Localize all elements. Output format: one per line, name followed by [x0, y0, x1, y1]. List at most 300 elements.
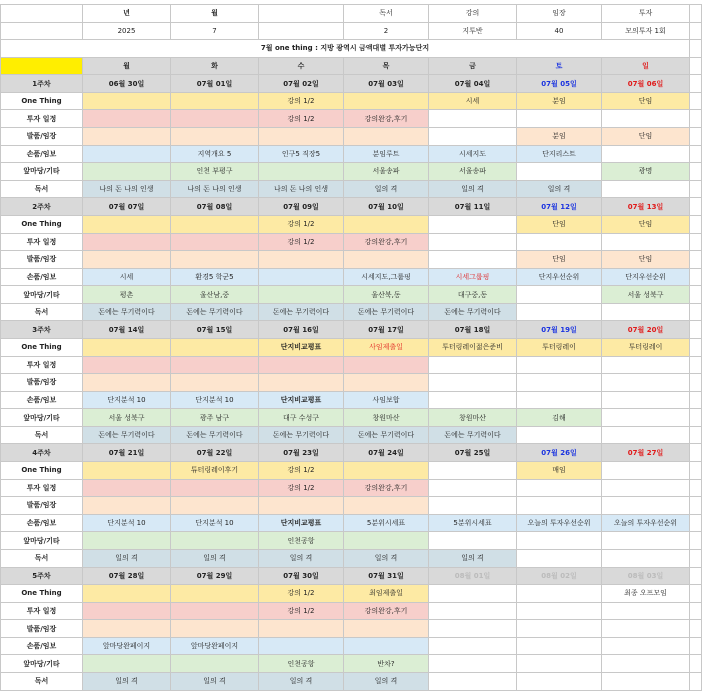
plan-cell[interactable]: 5분위시세표	[344, 514, 429, 532]
plan-cell[interactable]	[517, 602, 602, 620]
plan-cell[interactable]: 일의 격	[344, 549, 429, 567]
plan-cell[interactable]	[602, 233, 690, 251]
row-label[interactable]: 앞마당/기타	[1, 409, 83, 427]
date-cell[interactable]: 07월 17일	[344, 321, 429, 339]
plan-cell[interactable]	[259, 163, 344, 181]
plan-cell[interactable]	[344, 356, 429, 374]
plan-cell[interactable]: 단지분석 10	[83, 514, 171, 532]
plan-cell[interactable]	[259, 497, 344, 515]
plan-cell[interactable]	[517, 374, 602, 392]
blank-cell[interactable]	[690, 637, 702, 655]
blank-cell[interactable]	[690, 215, 702, 233]
blank-cell[interactable]	[690, 585, 702, 603]
plan-cell[interactable]: 인구5 직장5	[259, 145, 344, 163]
week-label[interactable]: 2주차	[1, 198, 83, 216]
blank-cell[interactable]	[690, 479, 702, 497]
date-cell[interactable]: 07월 21일	[83, 444, 171, 462]
plan-cell[interactable]: 강의완강,후기	[344, 479, 429, 497]
plan-cell[interactable]: 돈에는 무기력이다	[83, 303, 171, 321]
blank-cell[interactable]	[690, 426, 702, 444]
date-cell[interactable]: 07월 10일	[344, 198, 429, 216]
plan-cell[interactable]: 강의 1/2	[259, 585, 344, 603]
plan-cell[interactable]	[83, 145, 171, 163]
plan-cell[interactable]: 강의완강,후기	[344, 602, 429, 620]
plan-cell[interactable]	[429, 110, 517, 128]
row-label[interactable]: One Thing	[1, 215, 83, 233]
plan-cell[interactable]	[171, 585, 259, 603]
plan-cell[interactable]	[259, 374, 344, 392]
year-value[interactable]: 2025	[83, 22, 171, 40]
plan-cell[interactable]	[83, 110, 171, 128]
plan-cell[interactable]	[429, 672, 517, 690]
row-label[interactable]: 투자 일정	[1, 110, 83, 128]
plan-cell[interactable]	[602, 180, 690, 198]
blank-cell[interactable]	[690, 444, 702, 462]
plan-cell[interactable]: 돈에는 무기력이다	[171, 303, 259, 321]
plan-cell[interactable]: 일의 격	[344, 672, 429, 690]
row-label[interactable]: 발품/임장	[1, 620, 83, 638]
plan-cell[interactable]: 인천공항	[259, 532, 344, 550]
plan-cell[interactable]	[171, 128, 259, 146]
row-label[interactable]: 손품/임보	[1, 514, 83, 532]
row-label[interactable]: 투자 일정	[1, 356, 83, 374]
plan-cell[interactable]	[602, 479, 690, 497]
plan-cell[interactable]: 강의 1/2	[259, 233, 344, 251]
weekday-wed[interactable]: 수	[259, 57, 344, 75]
row-label[interactable]: 앞마당/기타	[1, 286, 83, 304]
plan-cell[interactable]: 단지비교평표	[259, 338, 344, 356]
plan-cell[interactable]: 단임	[517, 215, 602, 233]
plan-cell[interactable]: 5분위시세표	[429, 514, 517, 532]
date-cell[interactable]: 07월 30일	[259, 567, 344, 585]
plan-cell[interactable]: 돈에는 무기력이다	[259, 426, 344, 444]
plan-cell[interactable]: 최종 오프모임	[602, 585, 690, 603]
blank-cell[interactable]	[690, 198, 702, 216]
plan-cell[interactable]	[602, 409, 690, 427]
plan-cell[interactable]	[602, 145, 690, 163]
plan-cell[interactable]	[259, 620, 344, 638]
plan-cell[interactable]: 분임	[517, 92, 602, 110]
plan-cell[interactable]	[171, 620, 259, 638]
lecture-value[interactable]: 지투반	[429, 22, 517, 40]
plan-cell[interactable]	[429, 585, 517, 603]
plan-cell[interactable]	[602, 374, 690, 392]
plan-cell[interactable]	[602, 532, 690, 550]
plan-cell[interactable]: 튜터링레이후기	[171, 462, 259, 480]
plan-cell[interactable]: 단지우선순위	[602, 268, 690, 286]
plan-cell[interactable]	[517, 585, 602, 603]
plan-cell[interactable]	[83, 585, 171, 603]
plan-cell[interactable]	[344, 620, 429, 638]
plan-cell[interactable]	[602, 426, 690, 444]
plan-cell[interactable]: 투터링레이	[517, 338, 602, 356]
plan-cell[interactable]: 돈에는 무기력이다	[171, 426, 259, 444]
row-label[interactable]: 손품/임보	[1, 391, 83, 409]
plan-cell[interactable]: 최임제출일	[344, 585, 429, 603]
row-label[interactable]: 앞마당/기타	[1, 655, 83, 673]
plan-cell[interactable]: 창원마산	[344, 409, 429, 427]
row-label[interactable]: 손품/임보	[1, 145, 83, 163]
blank-cell[interactable]	[690, 321, 702, 339]
plan-cell[interactable]: 단지비교평표	[259, 391, 344, 409]
blank-cell[interactable]	[690, 251, 702, 269]
plan-cell[interactable]: 분임	[517, 128, 602, 146]
plan-cell[interactable]	[83, 92, 171, 110]
plan-cell[interactable]	[429, 620, 517, 638]
plan-cell[interactable]: 단임	[602, 128, 690, 146]
plan-cell[interactable]: 광주 남구	[171, 409, 259, 427]
plan-cell[interactable]: 강의완강,후기	[344, 233, 429, 251]
plan-cell[interactable]	[429, 251, 517, 269]
plan-cell[interactable]: 돈에는 무기력이다	[429, 426, 517, 444]
blank-cell[interactable]	[690, 514, 702, 532]
plan-cell[interactable]: 돈에는 무기력이다	[259, 303, 344, 321]
plan-cell[interactable]: 단임	[602, 251, 690, 269]
plan-cell[interactable]	[171, 92, 259, 110]
plan-cell[interactable]	[259, 268, 344, 286]
date-cell[interactable]: 07월 15일	[171, 321, 259, 339]
date-cell[interactable]: 07월 23일	[259, 444, 344, 462]
row-label[interactable]: 투자 일정	[1, 233, 83, 251]
plan-cell[interactable]	[344, 374, 429, 392]
row-label[interactable]: 발품/임장	[1, 497, 83, 515]
plan-cell[interactable]	[171, 356, 259, 374]
plan-cell[interactable]	[429, 497, 517, 515]
weekday-mon[interactable]: 월	[83, 57, 171, 75]
row-label[interactable]: 독서	[1, 426, 83, 444]
invest-label[interactable]: 투자	[602, 5, 690, 23]
plan-cell[interactable]	[259, 251, 344, 269]
date-cell[interactable]: 07월 25일	[429, 444, 517, 462]
invest-value[interactable]: 모의투자 1회	[602, 22, 690, 40]
plan-cell[interactable]	[344, 128, 429, 146]
date-cell[interactable]: 07월 19일	[517, 321, 602, 339]
date-cell[interactable]: 07월 02일	[259, 75, 344, 93]
month-value[interactable]: 7	[171, 22, 259, 40]
weekday-thu[interactable]: 목	[344, 57, 429, 75]
plan-cell[interactable]	[344, 215, 429, 233]
blank-cell[interactable]	[690, 286, 702, 304]
plan-cell[interactable]	[83, 128, 171, 146]
plan-cell[interactable]	[429, 479, 517, 497]
plan-cell[interactable]	[517, 356, 602, 374]
plan-cell[interactable]	[517, 110, 602, 128]
plan-cell[interactable]	[83, 163, 171, 181]
weekday-corner[interactable]	[1, 57, 83, 75]
plan-cell[interactable]: 단지리스트	[517, 145, 602, 163]
date-cell[interactable]: 07월 20일	[602, 321, 690, 339]
plan-cell[interactable]	[259, 286, 344, 304]
week-label[interactable]: 4주차	[1, 444, 83, 462]
plan-cell[interactable]: 돈에는 무기력이다	[429, 303, 517, 321]
plan-cell[interactable]: 인천 부평구	[171, 163, 259, 181]
plan-cell[interactable]: 김해	[517, 409, 602, 427]
date-cell[interactable]: 08월 02일	[517, 567, 602, 585]
plan-cell[interactable]: 서울송파	[429, 163, 517, 181]
date-cell[interactable]: 08월 03일	[602, 567, 690, 585]
plan-cell[interactable]	[83, 532, 171, 550]
date-cell[interactable]: 07월 09일	[259, 198, 344, 216]
plan-cell[interactable]: 일의 격	[259, 549, 344, 567]
plan-cell[interactable]	[259, 128, 344, 146]
plan-cell[interactable]: 강의 1/2	[259, 602, 344, 620]
row-label[interactable]: One Thing	[1, 585, 83, 603]
blank-cell[interactable]	[690, 180, 702, 198]
week-label[interactable]: 3주차	[1, 321, 83, 339]
blank-cell[interactable]	[690, 303, 702, 321]
plan-cell[interactable]	[429, 128, 517, 146]
plan-cell[interactable]	[429, 462, 517, 480]
weekday-sun[interactable]: 일	[602, 57, 690, 75]
row-label[interactable]: 발품/임장	[1, 251, 83, 269]
row-label[interactable]: 독서	[1, 180, 83, 198]
plan-cell[interactable]	[171, 602, 259, 620]
plan-cell[interactable]: 단임	[602, 215, 690, 233]
plan-cell[interactable]	[344, 497, 429, 515]
blank-cell[interactable]	[690, 356, 702, 374]
plan-cell[interactable]	[83, 479, 171, 497]
plan-cell[interactable]	[171, 233, 259, 251]
plan-cell[interactable]	[83, 356, 171, 374]
plan-cell[interactable]	[517, 497, 602, 515]
weekday-sat[interactable]: 토	[517, 57, 602, 75]
plan-cell[interactable]	[171, 338, 259, 356]
plan-cell[interactable]	[602, 672, 690, 690]
plan-cell[interactable]: 일의 격	[83, 549, 171, 567]
plan-cell[interactable]: 창원마산	[429, 409, 517, 427]
plan-cell[interactable]: 사임보합	[344, 391, 429, 409]
date-cell[interactable]: 07월 07일	[83, 198, 171, 216]
plan-cell[interactable]: 광명	[602, 163, 690, 181]
date-cell[interactable]: 07월 03일	[344, 75, 429, 93]
row-label[interactable]: 독서	[1, 672, 83, 690]
plan-cell[interactable]: 서울 성북구	[602, 286, 690, 304]
plan-cell[interactable]: 돈에는 무기력이다	[344, 426, 429, 444]
row-label[interactable]: 독서	[1, 303, 83, 321]
plan-cell[interactable]: 나의 돈 나의 인생	[83, 180, 171, 198]
plan-cell[interactable]: 오늘의 투자우선순위	[517, 514, 602, 532]
blank-cell[interactable]	[690, 409, 702, 427]
plan-cell[interactable]	[83, 374, 171, 392]
plan-cell[interactable]	[344, 532, 429, 550]
date-cell[interactable]: 07월 08일	[171, 198, 259, 216]
date-cell[interactable]: 07월 13일	[602, 198, 690, 216]
weekday-tue[interactable]: 화	[171, 57, 259, 75]
plan-cell[interactable]: 나의 돈 나의 인생	[259, 180, 344, 198]
sheet-title[interactable]: 7월 one thing : 지방 광역시 금액대별 투자가능단지	[1, 40, 690, 58]
week-label[interactable]: 5주차	[1, 567, 83, 585]
year-label[interactable]: 년	[83, 5, 171, 23]
plan-cell[interactable]	[517, 549, 602, 567]
plan-cell[interactable]: 일의 격	[171, 672, 259, 690]
plan-cell[interactable]: 일의 격	[171, 549, 259, 567]
blank-cell[interactable]	[690, 268, 702, 286]
plan-cell[interactable]: 앞마당완페이지	[171, 637, 259, 655]
plan-cell[interactable]: 돈에는 무기력이다	[344, 303, 429, 321]
date-cell[interactable]: 07월 22일	[171, 444, 259, 462]
plan-cell[interactable]	[602, 391, 690, 409]
date-cell[interactable]: 07월 11일	[429, 198, 517, 216]
date-cell[interactable]: 07월 06일	[602, 75, 690, 93]
date-cell[interactable]: 07월 26일	[517, 444, 602, 462]
plan-cell[interactable]	[429, 356, 517, 374]
plan-cell[interactable]	[517, 532, 602, 550]
row-label[interactable]: 손품/임보	[1, 637, 83, 655]
blank-cell[interactable]	[690, 672, 702, 690]
plan-cell[interactable]: 시세	[429, 92, 517, 110]
date-cell[interactable]: 07월 12일	[517, 198, 602, 216]
plan-cell[interactable]: 인천공항	[259, 655, 344, 673]
row-label[interactable]: 발품/임장	[1, 374, 83, 392]
plan-cell[interactable]: 지역개요 5	[171, 145, 259, 163]
plan-cell[interactable]: 단지비교평표	[259, 514, 344, 532]
blank-cell[interactable]	[690, 462, 702, 480]
plan-cell[interactable]: 대구 수성구	[259, 409, 344, 427]
plan-cell[interactable]	[517, 620, 602, 638]
date-cell[interactable]: 06월 30일	[83, 75, 171, 93]
plan-cell[interactable]	[517, 163, 602, 181]
plan-cell[interactable]	[429, 391, 517, 409]
row-label[interactable]: 투자 일정	[1, 602, 83, 620]
date-cell[interactable]: 07월 24일	[344, 444, 429, 462]
plan-cell[interactable]	[517, 391, 602, 409]
blank-cell[interactable]	[690, 567, 702, 585]
plan-cell[interactable]: 시세그룹핑	[429, 268, 517, 286]
plan-cell[interactable]	[429, 637, 517, 655]
plan-cell[interactable]	[602, 637, 690, 655]
blank-cell[interactable]	[690, 145, 702, 163]
plan-cell[interactable]	[171, 532, 259, 550]
plan-cell[interactable]	[517, 426, 602, 444]
plan-cell[interactable]	[171, 374, 259, 392]
plan-cell[interactable]: 단지분석 10	[83, 391, 171, 409]
plan-cell[interactable]	[171, 497, 259, 515]
reading-label[interactable]: 독서	[344, 5, 429, 23]
plan-cell[interactable]	[344, 251, 429, 269]
date-cell[interactable]: 07월 28일	[83, 567, 171, 585]
row-label[interactable]: 독서	[1, 549, 83, 567]
plan-cell[interactable]	[517, 637, 602, 655]
plan-cell[interactable]: 환경5 학군5	[171, 268, 259, 286]
date-cell[interactable]: 08월 01일	[429, 567, 517, 585]
plan-cell[interactable]	[602, 549, 690, 567]
plan-cell[interactable]	[83, 215, 171, 233]
plan-cell[interactable]: 평촌	[83, 286, 171, 304]
plan-cell[interactable]	[602, 462, 690, 480]
plan-cell[interactable]: 시세지도	[429, 145, 517, 163]
plan-cell[interactable]	[171, 110, 259, 128]
plan-cell[interactable]: 투터링레이젊은준비	[429, 338, 517, 356]
visit-label[interactable]: 임장	[517, 5, 602, 23]
plan-cell[interactable]	[83, 251, 171, 269]
plan-cell[interactable]	[83, 602, 171, 620]
row-label[interactable]: 앞마당/기타	[1, 532, 83, 550]
date-cell[interactable]: 07월 05일	[517, 75, 602, 93]
date-cell[interactable]: 07월 01일	[171, 75, 259, 93]
plan-cell[interactable]	[517, 233, 602, 251]
plan-cell[interactable]	[602, 620, 690, 638]
plan-cell[interactable]	[602, 110, 690, 128]
plan-cell[interactable]	[429, 215, 517, 233]
visit-value[interactable]: 40	[517, 22, 602, 40]
plan-cell[interactable]: 시세	[83, 268, 171, 286]
plan-cell[interactable]	[517, 655, 602, 673]
plan-cell[interactable]: 단지분석 10	[171, 391, 259, 409]
row-label[interactable]: 손품/임보	[1, 268, 83, 286]
plan-cell[interactable]: 단지우선순위	[517, 268, 602, 286]
plan-cell[interactable]: 일의 격	[429, 180, 517, 198]
row-label[interactable]: One Thing	[1, 462, 83, 480]
plan-cell[interactable]	[83, 655, 171, 673]
blank-cell[interactable]	[690, 549, 702, 567]
plan-cell[interactable]	[171, 655, 259, 673]
plan-cell[interactable]	[517, 672, 602, 690]
plan-cell[interactable]	[429, 602, 517, 620]
plan-cell[interactable]	[517, 479, 602, 497]
plan-cell[interactable]	[429, 374, 517, 392]
plan-cell[interactable]: 나의 돈 나의 인생	[171, 180, 259, 198]
plan-cell[interactable]	[83, 497, 171, 515]
month-label[interactable]: 월	[171, 5, 259, 23]
plan-cell[interactable]: 강의완강,후기	[344, 110, 429, 128]
plan-cell[interactable]	[83, 620, 171, 638]
blank-cell[interactable]	[690, 110, 702, 128]
plan-cell[interactable]: 강의 1/2	[259, 110, 344, 128]
weekday-fri[interactable]: 금	[429, 57, 517, 75]
date-cell[interactable]: 07월 04일	[429, 75, 517, 93]
plan-cell[interactable]: 오늘의 투자우선순위	[602, 514, 690, 532]
blank-cell[interactable]	[690, 655, 702, 673]
row-label[interactable]: One Thing	[1, 338, 83, 356]
reading-value[interactable]: 2	[344, 22, 429, 40]
plan-cell[interactable]: 돈에는 무기력이다	[83, 426, 171, 444]
blank-cell[interactable]	[690, 92, 702, 110]
date-cell[interactable]: 07월 18일	[429, 321, 517, 339]
blank-cell[interactable]	[690, 391, 702, 409]
plan-cell[interactable]: 울산북,동	[344, 286, 429, 304]
plan-cell[interactable]: 강의 1/2	[259, 92, 344, 110]
plan-cell[interactable]: 서울송파	[344, 163, 429, 181]
plan-cell[interactable]	[602, 356, 690, 374]
plan-cell[interactable]	[517, 303, 602, 321]
plan-cell[interactable]: 시세지도,그룹핑	[344, 268, 429, 286]
plan-cell[interactable]: 서울 성북구	[83, 409, 171, 427]
plan-cell[interactable]: 투터링레이	[602, 338, 690, 356]
blank-cell[interactable]	[690, 374, 702, 392]
plan-cell[interactable]	[344, 637, 429, 655]
plan-cell[interactable]	[171, 479, 259, 497]
blank-cell[interactable]	[690, 163, 702, 181]
plan-cell[interactable]: 단임	[517, 251, 602, 269]
row-label[interactable]: 발품/임장	[1, 128, 83, 146]
plan-cell[interactable]	[171, 251, 259, 269]
plan-cell[interactable]: 분임루트	[344, 145, 429, 163]
week-label[interactable]: 1주차	[1, 75, 83, 93]
plan-cell[interactable]	[171, 215, 259, 233]
plan-cell[interactable]	[259, 637, 344, 655]
plan-cell[interactable]	[344, 462, 429, 480]
plan-cell[interactable]: 매임	[517, 462, 602, 480]
date-cell[interactable]: 07월 31일	[344, 567, 429, 585]
plan-cell[interactable]: 일의 격	[259, 672, 344, 690]
blank-cell[interactable]	[690, 497, 702, 515]
row-label[interactable]: 투자 일정	[1, 479, 83, 497]
plan-cell[interactable]	[83, 338, 171, 356]
plan-cell[interactable]: 단임	[602, 92, 690, 110]
blank-cell[interactable]	[690, 233, 702, 251]
date-cell[interactable]: 07월 16일	[259, 321, 344, 339]
plan-cell[interactable]: 일의 격	[344, 180, 429, 198]
